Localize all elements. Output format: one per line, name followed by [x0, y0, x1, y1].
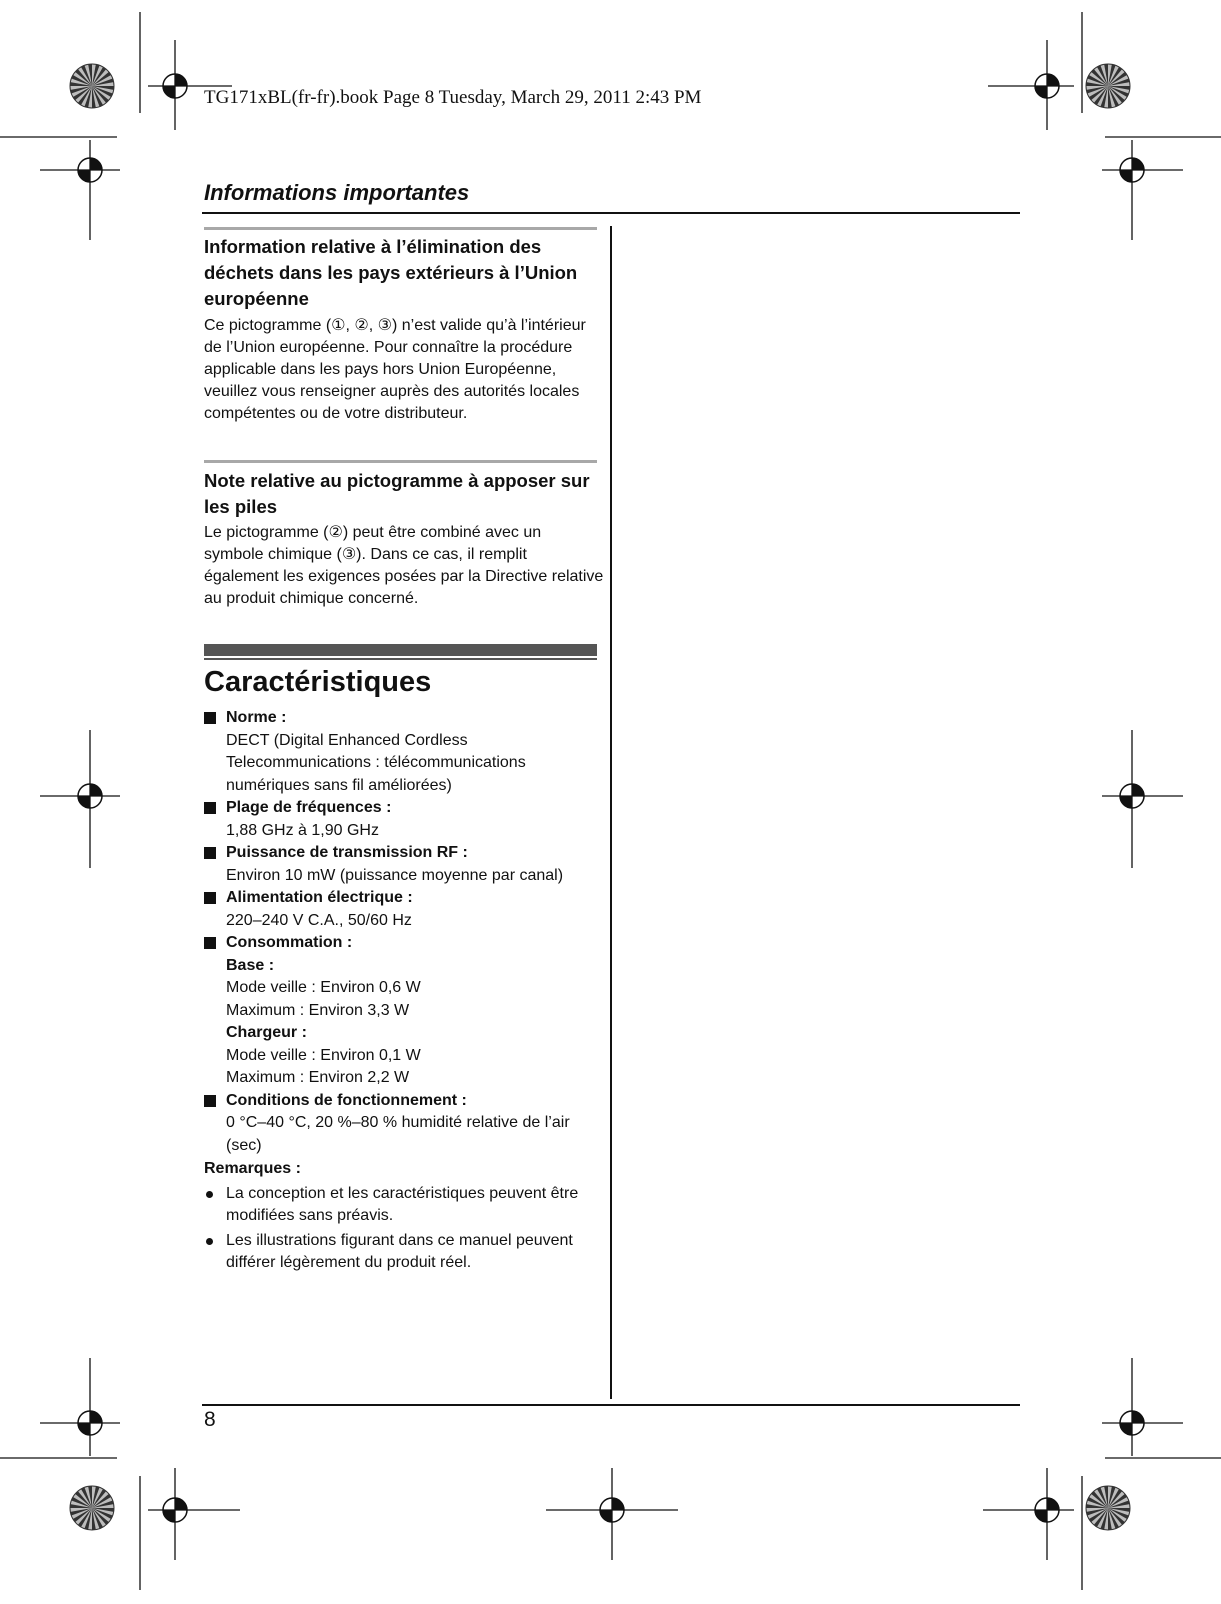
- spec-value: 0 °C–40 °C, 20 %–80 % humidité relative de l’air (sec): [226, 1114, 570, 1154]
- spec-item-operating-conditions: [204, 1090, 604, 1158]
- square-bullet-icon: [204, 937, 216, 949]
- spec-value: Mode veille : Environ 0,1 W: [226, 1046, 421, 1064]
- square-bullet-icon: [204, 802, 216, 814]
- spec-value: 220–240 V C.A., 50/60 Hz: [226, 911, 412, 929]
- footer-rule: [202, 1404, 1020, 1406]
- square-bullet-icon: [204, 847, 216, 859]
- spec-value: DECT (Digital Enhanced Cordless Telecommunications : télécommunications numériques sans fil améliorées): [226, 731, 526, 794]
- page-number: 8: [204, 1408, 216, 1431]
- spec-value: Environ 10 mW (puissance moyenne par canal): [226, 866, 564, 884]
- spec-label: Conditions de fonctionnement :: [226, 1091, 467, 1109]
- star-target-bottom-right: [1086, 1486, 1130, 1530]
- spec-item-norme: [204, 707, 604, 797]
- spec-sub-label: Chargeur :: [226, 1024, 307, 1041]
- spec-value: 1,88 GHz à 1,90 GHz: [226, 821, 379, 839]
- book-header: TG171xBL(fr-fr).book Page 8 Tuesday, March 29, 2011 2:43 PM: [204, 87, 702, 108]
- bullet-icon: [206, 1238, 213, 1245]
- spec-item-frequencies: [204, 797, 604, 842]
- square-bullet-icon: [204, 1095, 216, 1107]
- remark-text: Les illustrations figurant dans ce manuel peuvent différer légèrement du produit réel.: [226, 1231, 573, 1271]
- square-bullet-icon: [204, 712, 216, 724]
- remark-item: [204, 1183, 604, 1228]
- disposal-body: Ce pictogramme (①, ②, ③) n’est valide qu’à l’intérieur de l’Union européenne. Pour connaître la procédure applicable dans les pays hors Union Européenne, veuillez vous renseigner auprès des autorités locales compétentes ou de votre distributeur.: [204, 317, 586, 422]
- battery-note-heading: Note relative au pictogramme à apposer sur les piles: [204, 470, 590, 517]
- battery-note-body: Le pictogramme (②) peut être combiné avec un symbole chimique (③). Dans ce cas, il remplit également les exigences posées par la Directive relative au produit chimique concerné.: [204, 524, 604, 607]
- disposal-heading: Information relative à l’élimination des déchets dans les pays extérieurs à l’Union européenne: [204, 236, 578, 309]
- spec-value: Maximum : Environ 2,2 W: [226, 1069, 410, 1086]
- title-rule: [202, 212, 1020, 214]
- spec-value: Maximum : Environ 3,3 W: [226, 1001, 410, 1019]
- remarks-title: Remarques :: [204, 1160, 301, 1177]
- specs-title: Caractéristiques: [204, 666, 432, 698]
- section-rule: [204, 227, 597, 230]
- bullet-icon: [206, 1191, 213, 1198]
- remark-text: La conception et les caractéristiques peuvent être modifiées sans préavis.: [226, 1184, 579, 1224]
- spec-item-rf-power: [204, 842, 604, 887]
- specs-list: [204, 707, 604, 1275]
- spec-value: Mode veille : Environ 0,6 W: [226, 979, 421, 996]
- star-target-bottom-left: [70, 1486, 114, 1530]
- spec-label: Norme :: [226, 709, 287, 726]
- specs-title-bar-underline: [204, 658, 597, 660]
- star-target-top-right: [1086, 64, 1130, 108]
- remark-item: [204, 1230, 604, 1275]
- spec-label: Puissance de transmission RF :: [226, 844, 468, 861]
- spec-sub-label: Base :: [226, 956, 275, 974]
- spec-label: Consommation :: [226, 934, 353, 951]
- spec-item-consumption: [204, 932, 604, 1090]
- column-divider: [610, 226, 612, 1399]
- specs-title-bar: [204, 644, 597, 656]
- square-bullet-icon: [204, 892, 216, 904]
- spec-item-power-supply: [204, 887, 604, 932]
- section-title: Informations importantes: [204, 180, 470, 205]
- spec-label: Alimentation électrique :: [226, 889, 413, 906]
- star-target-top-left: [70, 64, 114, 108]
- spec-label: Plage de fréquences :: [226, 799, 392, 816]
- section-rule: [204, 460, 597, 463]
